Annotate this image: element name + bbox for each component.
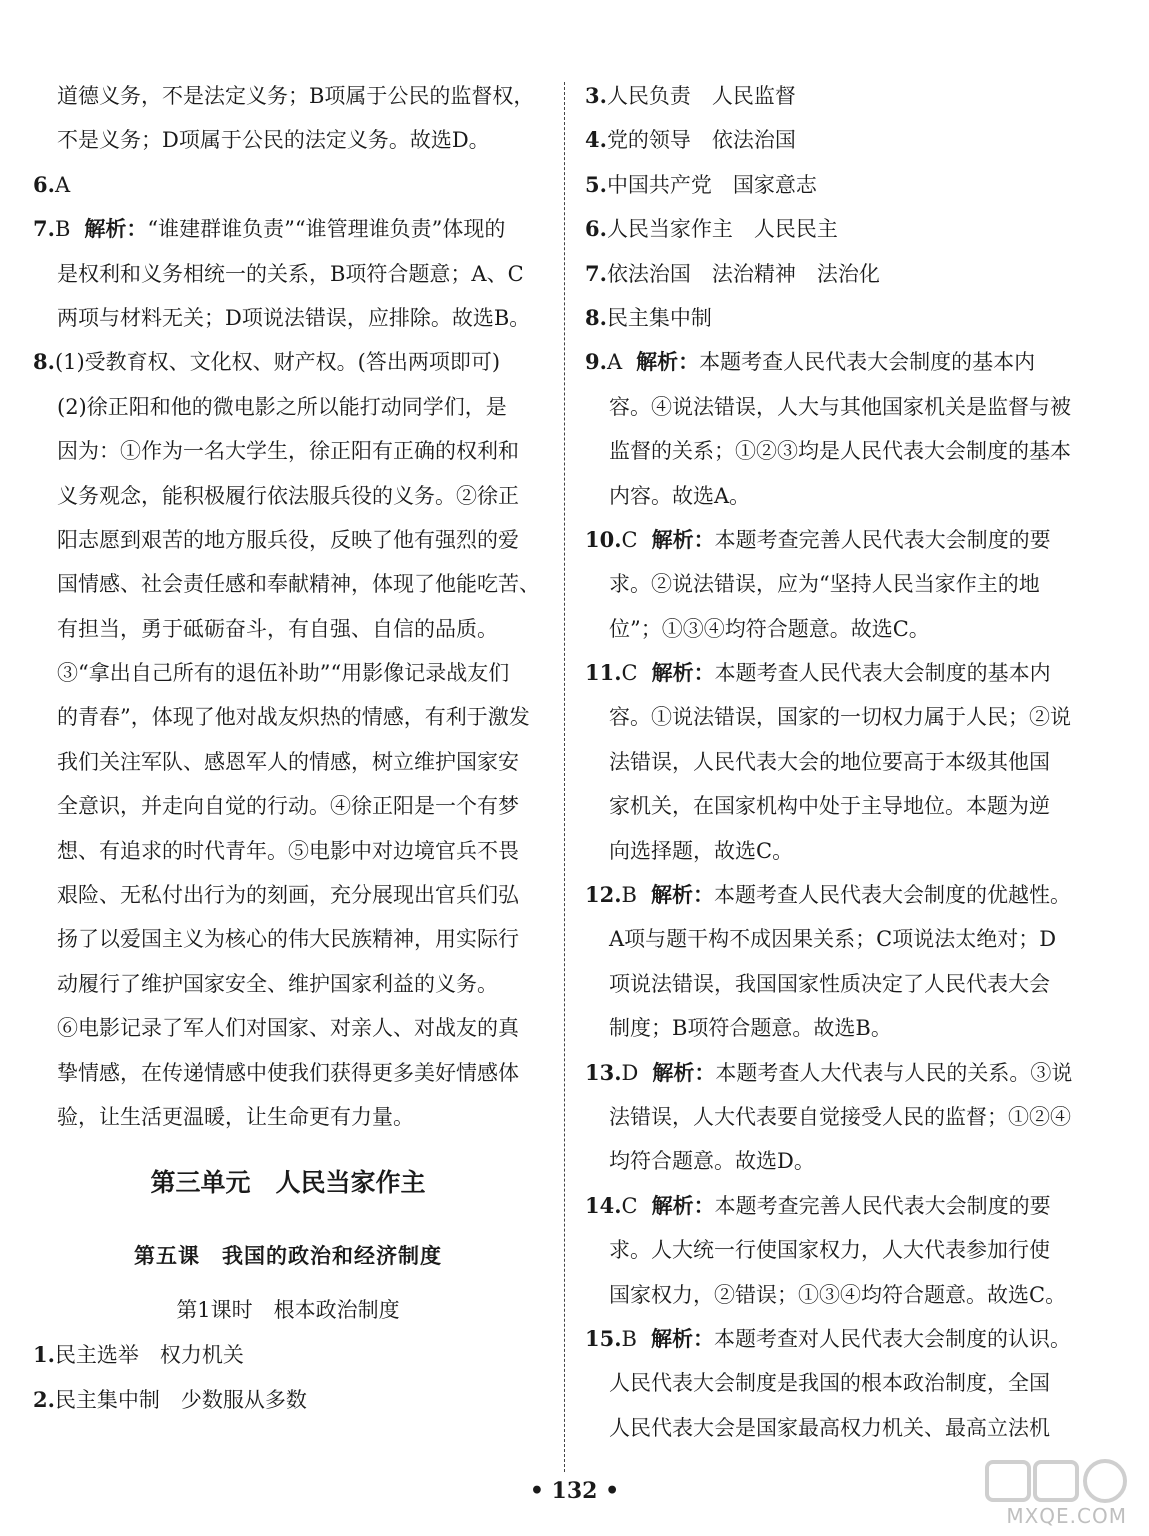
answer-item xyxy=(585,873,1105,917)
answer-continuation-line xyxy=(585,607,1105,651)
item-number: 4. xyxy=(585,127,607,153)
line-text: 艰险、无私付出行为的刻画，充分展现出官兵们弘 xyxy=(57,883,519,908)
answer-item xyxy=(585,163,1105,207)
line-text: 监督的关系；①②③均是人民代表大会制度的基本 xyxy=(609,439,1071,464)
line-text: 的青春”，体现了他对战友炽热的情感，有利于激发 xyxy=(57,705,530,730)
answer-item xyxy=(585,340,1105,384)
line-text: 容。①说法错误，国家的一切权力属于人民；②说 xyxy=(609,705,1071,730)
answer-continuation-line xyxy=(33,252,543,296)
item-answer: B xyxy=(54,217,71,242)
answer-continuation-line xyxy=(33,651,543,695)
unit-title: 第三单元 人民当家作主 xyxy=(150,1168,426,1198)
line-text: 家机关，在国家机构中处于主导地位。本题为逆 xyxy=(609,794,1050,819)
answer-continuation-line xyxy=(585,1273,1105,1317)
line-text: 向选择题，故选C。 xyxy=(609,838,794,863)
answer-continuation-line xyxy=(33,474,543,518)
answer-item xyxy=(585,1184,1105,1228)
answer-continuation-line xyxy=(33,829,543,873)
line-text: 不是义务；D项属于公民的法定义务。故选D。 xyxy=(57,128,490,153)
item-number: 5. xyxy=(585,171,607,197)
item-text: 中国共产党 国家意志 xyxy=(606,172,817,197)
line-text: 挚情感，在传递情感中使我们获得更多美好情感体 xyxy=(57,1060,519,1085)
item-text: 人民负责 人民监督 xyxy=(606,84,796,108)
answer-continuation-line xyxy=(585,1361,1105,1405)
item-text: 本题考查完善人民代表大会制度的要 xyxy=(714,527,1051,552)
answer-item xyxy=(585,1317,1105,1361)
line-text: 动履行了维护国家安全、维护国家利益的义务。 xyxy=(57,971,498,996)
answer-item xyxy=(33,1378,543,1422)
answer-continuation-line xyxy=(33,784,543,828)
answer-continuation-line xyxy=(33,74,543,118)
item-text: 本题考查对人民代表大会制度的认识。 xyxy=(713,1326,1071,1351)
answer-continuation-line xyxy=(585,1006,1105,1050)
item-number: 6. xyxy=(33,171,55,197)
answer-item xyxy=(33,163,543,207)
left-column xyxy=(33,74,543,1422)
item-answer: D xyxy=(621,1060,639,1085)
line-text: 阳志愿到艰苦的地方服兵役，反映了他有强烈的爱 xyxy=(57,527,519,552)
item-text: 党的领导 依法治国 xyxy=(606,128,796,153)
answer-continuation-line xyxy=(585,1228,1105,1272)
analysis-label: 解析： xyxy=(651,660,715,686)
item-number: 9. xyxy=(585,349,607,375)
item-number: 7. xyxy=(33,216,55,242)
analysis-label: 解析： xyxy=(651,526,715,552)
line-text: 是权利和义务相统一的关系，B项符合题意；A、C xyxy=(57,261,524,286)
item-text: 民主集中制 少数服从多数 xyxy=(54,1387,307,1412)
line-text: 验，让生活更温暖，让生命更有力量。 xyxy=(57,1104,414,1129)
item-number: 11. xyxy=(585,660,622,686)
answer-continuation-line xyxy=(33,873,543,917)
line-text: 位”；①③④均符合题意。故选C。 xyxy=(609,616,930,641)
item-answer: B xyxy=(621,1326,637,1351)
analysis-label: 解析： xyxy=(651,1192,715,1218)
period-title: 第1课时 根本政治制度 xyxy=(176,1298,400,1323)
line-text: 人民代表大会是国家最高权力机关、最高立法机 xyxy=(609,1415,1050,1440)
answer-item xyxy=(585,651,1105,695)
answer-continuation-line xyxy=(585,385,1105,429)
answer-continuation-line xyxy=(33,1006,543,1050)
item-text: 本题考查完善人民代表大会制度的要 xyxy=(714,1193,1051,1218)
answer-continuation-line xyxy=(585,562,1105,606)
answer-item xyxy=(33,207,543,251)
item-text: (1)受教育权、文化权、财产权。(答出两项即可) xyxy=(54,350,501,375)
answer-continuation-line xyxy=(585,962,1105,1006)
lesson-title: 第五课 我国的政治和经济制度 xyxy=(134,1243,442,1269)
line-text: 国家权力，②错误；①③④均符合题意。故选C。 xyxy=(609,1282,1067,1307)
answer-item xyxy=(585,207,1105,251)
line-text: 两项与材料无关；D项说法错误，应排除。故选B。 xyxy=(57,305,531,330)
item-number: 14. xyxy=(585,1192,622,1218)
line-text: 扬了以爱国主义为核心的伟大民族精神，用实际行 xyxy=(57,927,519,952)
answer-continuation-line xyxy=(33,385,543,429)
answer-continuation-line xyxy=(33,917,543,961)
answer-continuation-line xyxy=(33,740,543,784)
answer-item xyxy=(33,340,543,384)
item-text: 依法治国 法治精神 法治化 xyxy=(606,261,880,286)
answer-item xyxy=(585,518,1105,562)
analysis-label: 解析： xyxy=(650,882,714,908)
item-number: 13. xyxy=(585,1059,622,1085)
line-text: 项说法错误，我国国家性质决定了人民代表大会 xyxy=(609,971,1050,996)
page-number: • 132 • xyxy=(529,1478,620,1504)
item-number: 6. xyxy=(585,216,607,242)
line-text: 想、有追求的时代青年。⑤电影中对边境官兵不畏 xyxy=(57,838,519,863)
answer-continuation-line xyxy=(33,607,543,651)
line-text: 制度；B项符合题意。故选B。 xyxy=(609,1016,892,1041)
line-text: 国情感、社会责任感和奉献精神，体现了他能吃苦、 xyxy=(57,572,540,597)
item-answer: C xyxy=(621,1193,638,1218)
answer-item xyxy=(585,1051,1105,1095)
item-text: “谁建群谁负责”“谁管理谁负责”体现的 xyxy=(147,217,506,242)
item-answer: C xyxy=(621,661,638,686)
line-text: 义务观念，能积极履行依法服兵役的义务。②徐正 xyxy=(57,483,519,508)
item-answer: A xyxy=(606,350,623,375)
answer-continuation-line xyxy=(585,917,1105,961)
answer-continuation-line xyxy=(33,518,543,562)
right-column xyxy=(585,74,1105,1450)
line-text: 内容。故选A。 xyxy=(609,483,751,508)
answer-continuation-line xyxy=(585,829,1105,873)
answer-continuation-line xyxy=(585,695,1105,739)
item-number: 15. xyxy=(585,1325,622,1351)
line-text: 人民代表大会制度是我国的根本政治制度，全国 xyxy=(609,1371,1050,1396)
line-text: 法错误，人民代表大会的地位要高于本级其他国 xyxy=(609,749,1050,774)
analysis-label: 解析： xyxy=(84,216,148,242)
line-text: 全意识，并走向自觉的行动。④徐正阳是一个有梦 xyxy=(57,794,519,819)
answer-item xyxy=(585,74,1105,118)
line-text: (2)徐正阳和他的微电影之所以能打动同学们，是 xyxy=(57,394,507,419)
item-number: 8. xyxy=(585,304,607,330)
answer-continuation-line xyxy=(33,695,543,739)
line-text: ③“拿出自己所有的退伍补助”“用影像记录战友们 xyxy=(57,661,510,686)
item-number: 7. xyxy=(585,260,607,286)
answer-continuation-line xyxy=(585,1406,1105,1450)
line-text: A项与题干构不成因果关系；C项说法太绝对；D xyxy=(609,927,1057,952)
answer-item xyxy=(33,1333,543,1377)
line-text: 有担当，勇于砥砺奋斗，有自强、自信的品质。 xyxy=(57,616,498,641)
line-text: 均符合题意。故选D。 xyxy=(609,1149,815,1174)
item-number: 3. xyxy=(585,83,607,108)
answer-continuation-line xyxy=(585,474,1105,518)
item-text: 本题考查人民代表大会制度的基本内 xyxy=(699,350,1036,375)
item-number: 8. xyxy=(33,349,55,375)
answer-item xyxy=(585,296,1105,340)
item-number: 1. xyxy=(33,1342,55,1368)
item-answer: C xyxy=(621,527,638,552)
answer-continuation-line xyxy=(585,740,1105,784)
answer-continuation-line xyxy=(33,429,543,473)
item-answer: B xyxy=(621,883,637,908)
item-text: 民主选举 权力机关 xyxy=(54,1343,244,1368)
item-text: 人民当家作主 人民民主 xyxy=(606,217,838,242)
item-answer: A xyxy=(54,172,71,197)
analysis-label: 解析： xyxy=(636,349,700,375)
line-text: ⑥电影记录了军人们对国家、对亲人、对战友的真 xyxy=(57,1016,519,1041)
answer-continuation-line xyxy=(585,429,1105,473)
analysis-label: 解析： xyxy=(650,1325,714,1351)
answer-continuation-line xyxy=(33,118,543,162)
lesson-answer-lines xyxy=(33,1333,543,1422)
line-text: 因为：①作为一名大学生，徐正阳有正确的权利和 xyxy=(57,439,519,464)
right-answer-lines xyxy=(585,74,1105,1450)
item-text: 本题考查人民代表大会制度的优越性。 xyxy=(713,883,1071,908)
line-text: 法错误，人大代表要自觉接受人民的监督；①②④ xyxy=(609,1104,1071,1129)
item-number: 10. xyxy=(585,526,622,552)
answer-continuation-line xyxy=(585,784,1105,828)
answer-continuation-line xyxy=(33,1095,543,1139)
line-text: 容。④说法错误，人大与其他国家机关是监督与被 xyxy=(609,394,1071,419)
line-text: 我们关注军队、感恩军人的情感，树立维护国家安 xyxy=(57,749,519,774)
line-text: 求。人大统一行使国家权力，人大代表参加行使 xyxy=(609,1238,1050,1263)
item-number: 12. xyxy=(585,882,622,908)
answer-continuation-line xyxy=(585,1095,1105,1139)
item-text: 本题考查人大代表与人民的关系。③说 xyxy=(715,1060,1073,1085)
item-number: 2. xyxy=(33,1386,55,1412)
answer-continuation-line xyxy=(33,562,543,606)
line-text: 道德义务，不是法定义务；B项属于公民的监督权， xyxy=(57,84,535,108)
watermark-text: MXQE.COM xyxy=(1006,1504,1127,1528)
analysis-label: 解析： xyxy=(652,1059,716,1085)
answer-item xyxy=(585,252,1105,296)
left-answer-lines xyxy=(33,74,543,1139)
item-text: 本题考查人民代表大会制度的基本内 xyxy=(714,661,1051,686)
answer-item xyxy=(585,118,1105,162)
answer-continuation-line xyxy=(585,1139,1105,1183)
column-divider xyxy=(564,82,565,1472)
answer-continuation-line xyxy=(33,962,543,1006)
line-text: 求。②说法错误，应为“坚持人民当家作主的地 xyxy=(609,572,1040,597)
answer-continuation-line xyxy=(33,296,543,340)
item-text: 民主集中制 xyxy=(606,305,712,330)
answer-continuation-line xyxy=(33,1051,543,1095)
